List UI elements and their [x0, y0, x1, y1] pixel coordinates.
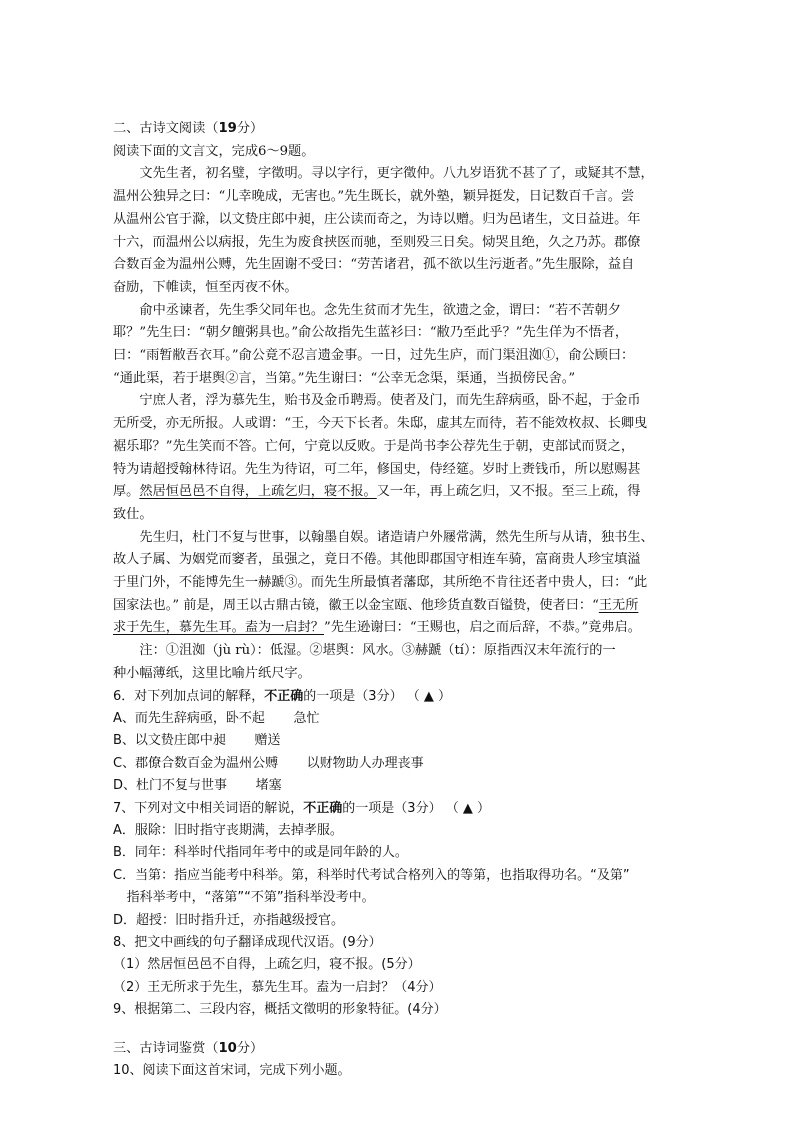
question-7: 7、下列对文中相关词语的解说，不正确的一项是（3分） （ ▲ ）: [113, 800, 490, 816]
q6-option-b: B、以文贽庄郎中昶 赠送: [113, 733, 281, 749]
question-8: 8、把文中画线的句子翻译成现代汉语。(9分）: [113, 935, 382, 951]
question-6: 6．对下列加点词的解释，不正确的一项是（3分） （ ▲ ）: [113, 688, 451, 704]
q7-option-c: C．当第：指应当能考中科举。第，科举时代考试合格列入的等第，也指取得功名。“及第”: [113, 867, 630, 883]
underlined-sentence-1: 然居恒邑邑不自得，上疏乞归，寝不报。: [139, 484, 377, 500]
underlined-sentence-2a: 王无所: [598, 597, 639, 613]
question-8-2: （2）王无所求于先生，慕先生耳。盍为一启封？（4分）: [113, 979, 442, 995]
question-8-1: （1）然居恒邑邑不自得，上疏乞归，寝不报。(5分）: [113, 957, 421, 973]
paragraph-4: 先生归，杜门不复与世事，以翰墨自娱。诸造请户外屦常满，然先生所与从请，独书生、 故人子属、为姻党而窭者，虽强之，竟日不倦。其他即郡国守相连车骑，富商贵人珍宝填溢 于里门外，不能博先生一赫蹏③。而先生所最慎者藩邸，其所绝不肯往还者中贵人，曰：“此 国家法也。” 前是，周王以古鼎古镜，徽王以金宝瓯、他珍货直数百镒贽，使者曰：“王无所 求于先生，慕先生耳。盍为一启封？”先生逊谢曰：“王赐也，启之而后辞，不恭。”竟弗启。: [113, 529, 654, 636]
question-9: 9、根据第二、三段内容，概括文徵明的形象特征。(4分）: [113, 1002, 447, 1018]
q6-option-c: C、郡僚合数百金为温州公赙 以财物助人办理丧事: [113, 755, 424, 771]
q6-option-a: A、而先生辞病亟，卧不起 急忙: [113, 710, 320, 726]
q7-option-d: D．超授：旧时指升迁，亦指越级授官。: [113, 912, 345, 928]
section2-title: 二、古诗文阅读（19分）: [113, 121, 264, 136]
q7-option-c-cont: 指科举考中，“落第”“不第”指科举没考中。: [126, 890, 375, 906]
annotation-note: 注：①沮洳（jù rù）：低湿。②堪舆：风水。③赫蹏（tí）：原指西汉末年流行的一 种小幅薄纸，这里比喻片纸尺字。: [113, 643, 616, 681]
underlined-sentence-2b: 求于先生，慕先生耳。盍为一启封？: [113, 620, 324, 636]
paragraph-2: 俞中丞谏者，先生季父同年也。念先生贫而才先生，欲遗之金，谓曰：“若不苦朝夕 耶？”先生曰：“朝夕饘粥具也。”俞公故指先生蓝衫曰：“敝乃至此乎？”先生佯为不悟者， 曰：“雨暂敝吾衣耳。”俞公竟不忍言遗金事。一日，过先生庐，而门渠沮洳①，俞公顾曰： “通此渠，若于堪舆②言，当第。”先生谢曰：“公幸无念渠，渠通，当损傍民舍。”: [113, 302, 635, 386]
q7-option-b: B．同年：科举时代指同年考中的或是同年龄的人。: [113, 845, 408, 861]
section3-title: 三、古诗词鉴赏（10分）: [113, 1040, 264, 1056]
paragraph-3: 宁庶人者，浮为慕先生，贻书及金币聘焉。使者及门，而先生辞病亟，卧不起，于金币 无所受，亦无所报。人或谓：“王，今天下长者。朱邸，虚其左而待，若不能效枚叔、长卿曳 裾乐耶？”先生笑而不答。亡何，宁竟以反败。于是尚书李公荐先生于朝，吏部试而贤之， 特为请超授翰林待诏。先生为待诏，可二年，修国史，侍经筵。岁时上赉钱币，所以慰赐甚 厚。然居恒邑邑不自得，上疏乞归，寝不报。又一年，再上疏乞归，又不报。至三上疏，得 致仕。: [113, 393, 648, 522]
document-body: [113, 118, 685, 1083]
paragraph-1: 文先生者，初名璧，字徵明。寻以字行，更字徵仲。八九岁语犹不甚了了，或疑其不慧， 温州公独异之曰：“儿幸晚成，无害也。”先生既长，就外塾，颖异挺发，日记数百千言。尝 从温州公官于滁，以文贽庄郎中昶，庄公读而奇之，为诗以赠。归为邑诸生，文日益进。年 十六，而温州公以病报，先生为废食挟医而驰，至则殁三日矣。恸哭且绝，久之乃苏。郡僚 合数百金为温州公赙，先生固谢不受曰：“劳苦诸君，孤不欲以生污逝者。”先生服除，益自 奋励，下帷读，恒至丙夜不休。: [113, 166, 654, 295]
q7-option-a: A．服除：旧时指守丧期满，去掉孝服。: [113, 823, 343, 839]
q6-option-d: D、杜门不复与世事 堵塞: [113, 778, 282, 794]
question-10: 10、阅读下面这首宋词，完成下列小题。: [113, 1063, 351, 1079]
section2-intro: 阅读下面的文言文，完成6～9题。: [113, 143, 315, 159]
